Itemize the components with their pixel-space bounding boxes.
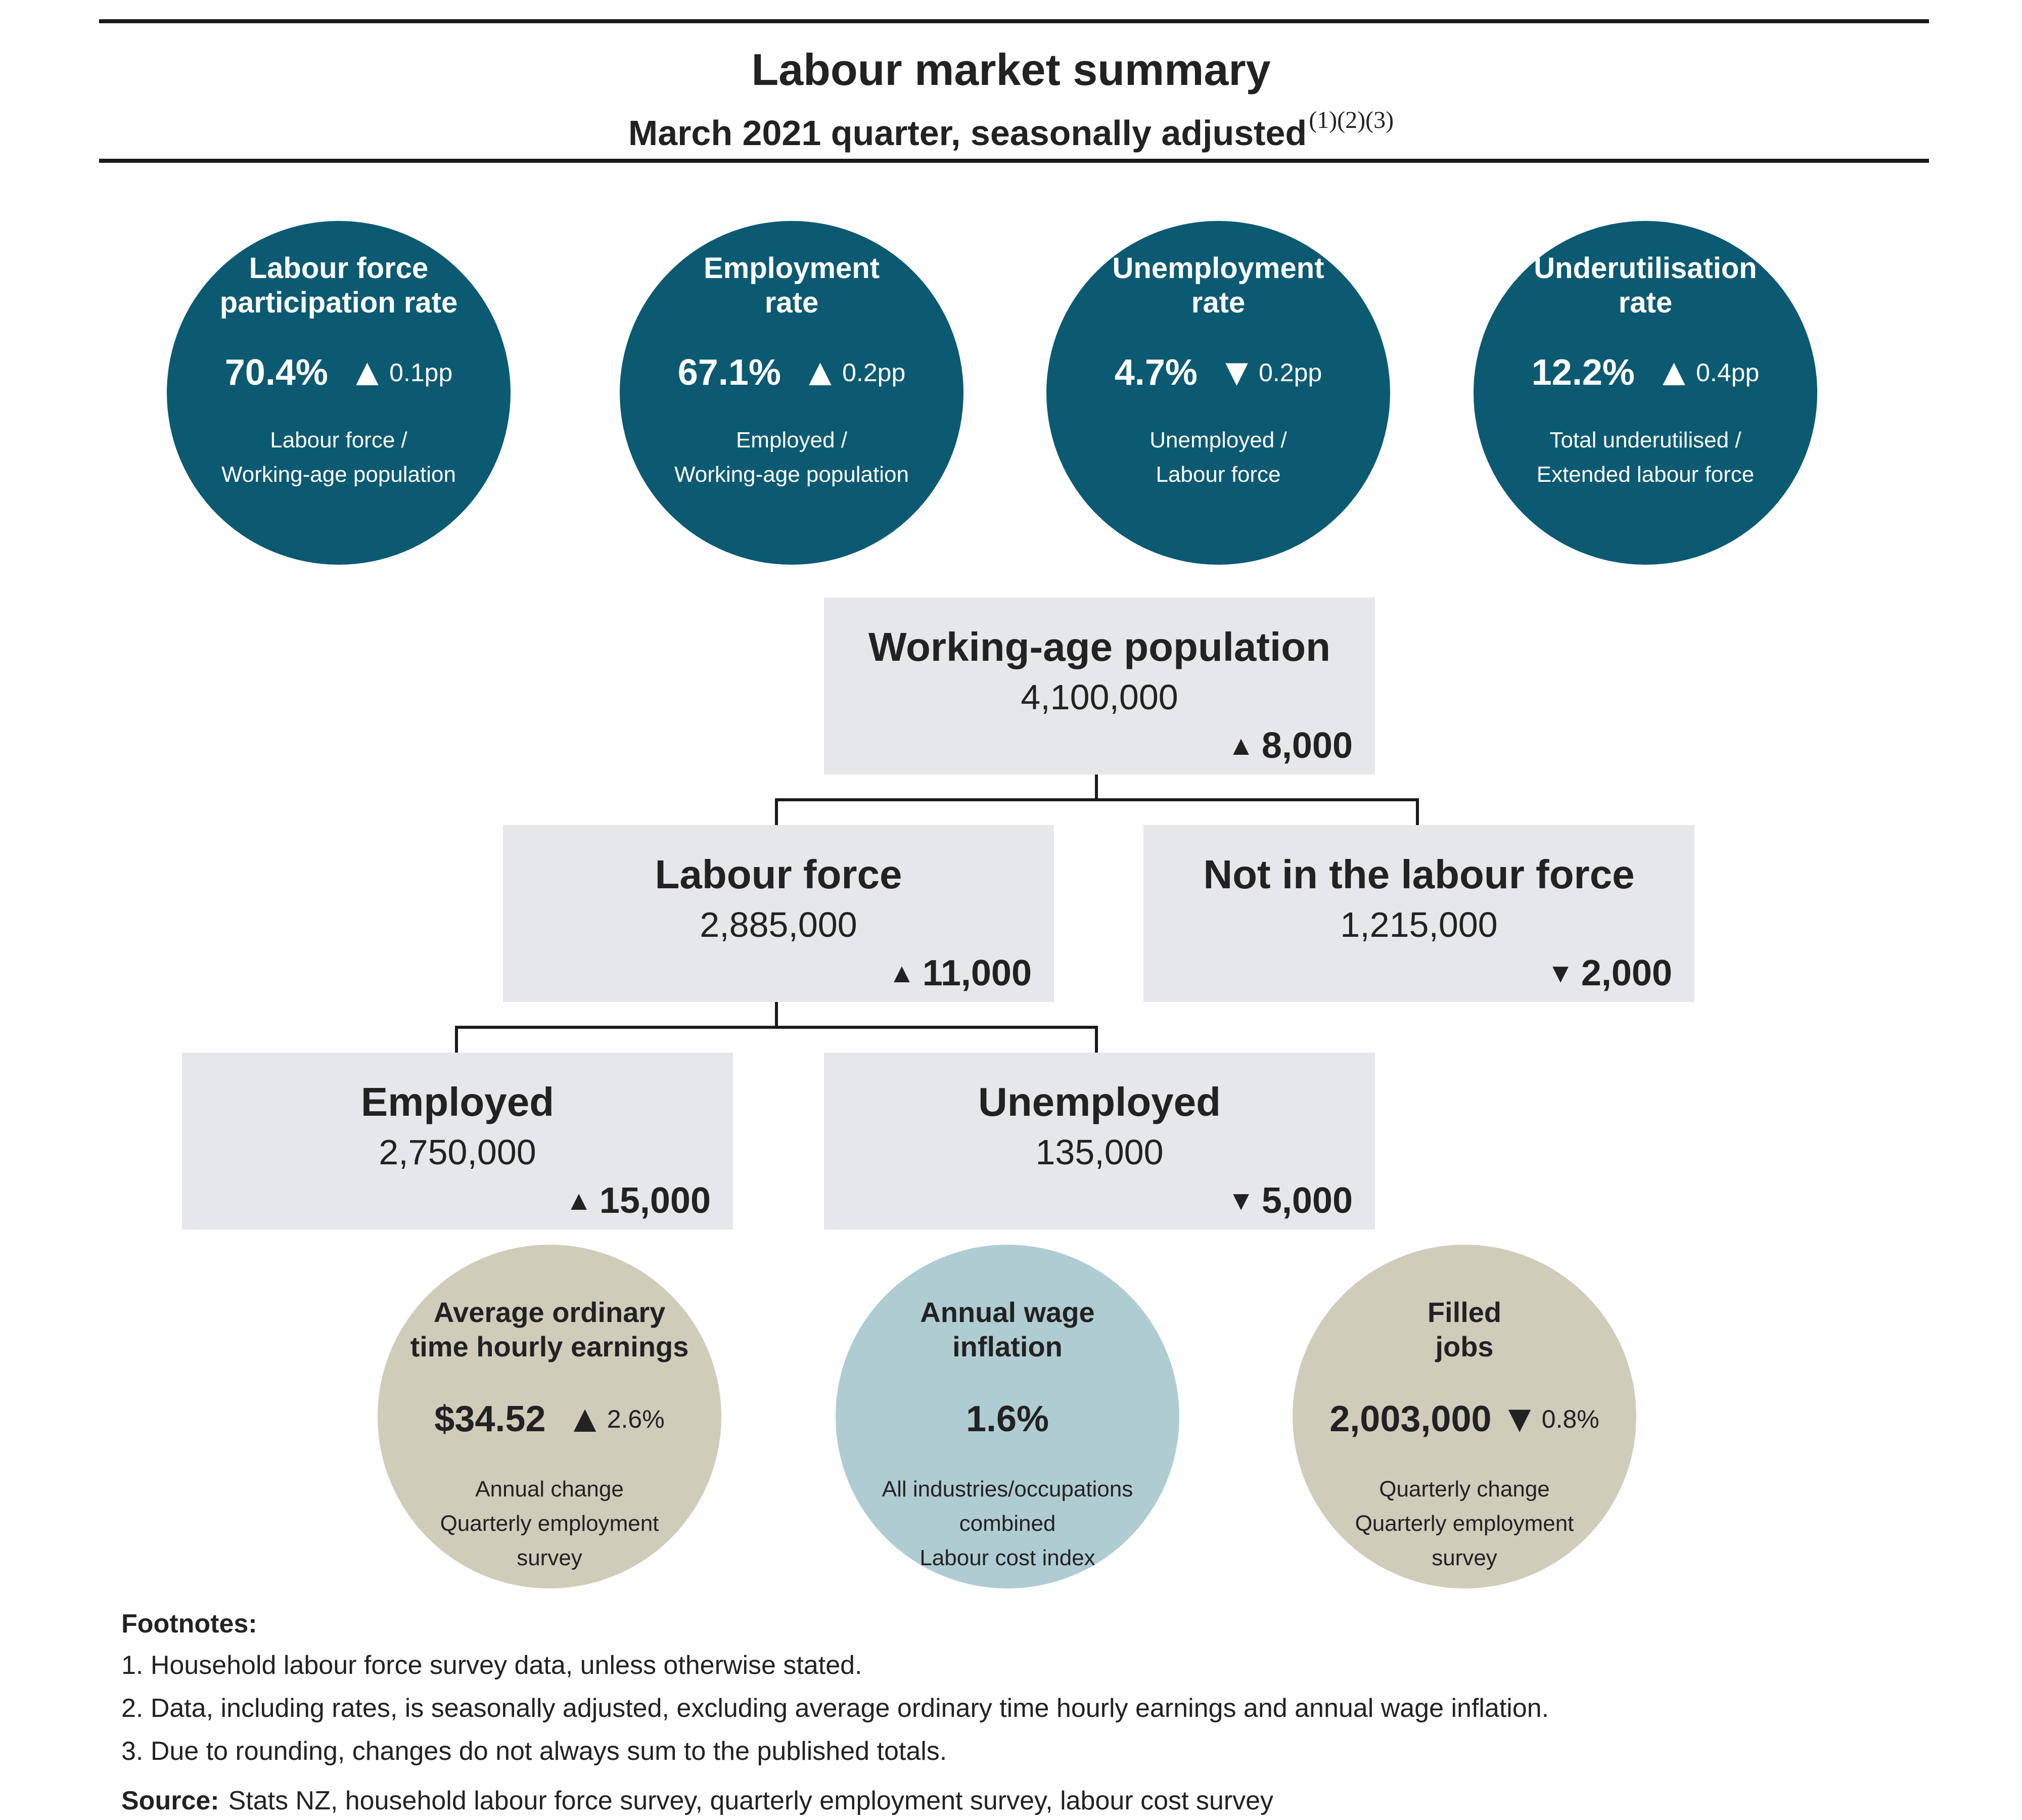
rate-value-row — [1046, 345, 1390, 400]
box-change — [565, 1178, 711, 1223]
desc-line: Working-age population — [674, 462, 909, 487]
rate-value-row — [620, 345, 963, 400]
earnings-value-row — [1293, 1391, 1636, 1447]
rate-change: 0.4pp — [1696, 358, 1760, 387]
footnotes-heading: Footnotes: — [121, 1609, 257, 1639]
triangle-up-icon: ▲ — [1655, 351, 1693, 394]
title-line: inflation — [952, 1331, 1063, 1362]
earnings-title — [846, 1295, 1169, 1364]
earnings-value: 1.6% — [966, 1399, 1049, 1439]
rate-circle-employment — [620, 221, 963, 565]
triangle-up-icon: ▲ — [801, 351, 840, 394]
desc-line: Unemployed / — [1150, 428, 1287, 452]
change-value: 5,000 — [1261, 1180, 1353, 1221]
earnings-value-row — [378, 1391, 721, 1447]
rate-value: 12.2% — [1531, 352, 1635, 393]
change-value: 2,000 — [1581, 953, 1672, 993]
earnings-circle-hourly — [378, 1245, 721, 1588]
top-rule — [99, 19, 1929, 23]
box-value: 2,885,000 — [700, 905, 857, 944]
source-text: Stats NZ, household labour force survey, quarterly employment survey, labour cost survey — [228, 1786, 1274, 1815]
earnings-description — [866, 1472, 1149, 1575]
rate-value: 4.7% — [1114, 352, 1198, 393]
earnings-title — [1303, 1295, 1626, 1364]
source-line — [121, 1785, 1273, 1817]
connector-line — [1095, 1026, 1098, 1053]
footnote-refs: (1)(2)(3) — [1309, 107, 1394, 133]
box-label: Not in the labour force — [1203, 852, 1635, 897]
box-working-age-population — [824, 598, 1375, 775]
rate-change: 0.1pp — [389, 358, 453, 387]
triangle-up-icon: ▲ — [888, 958, 915, 988]
title-line: time hourly earnings — [410, 1331, 689, 1362]
rate-description — [630, 423, 953, 492]
box-change — [1227, 1178, 1353, 1223]
triangle-up-icon: ▲ — [565, 1186, 592, 1216]
triangle-down-icon: ▼ — [1547, 958, 1574, 988]
header-bottom-rule — [99, 159, 1929, 163]
earnings-change: 2.6% — [607, 1405, 665, 1433]
connector-line — [455, 1026, 458, 1053]
box-value: 135,000 — [1035, 1132, 1164, 1172]
triangle-down-icon: ▼ — [1217, 351, 1256, 394]
box-not-in-labour-force — [1143, 825, 1694, 1002]
desc-line: Working-age population — [221, 462, 456, 487]
desc-line: survey — [517, 1545, 582, 1570]
rate-circle-unemployment — [1046, 221, 1390, 565]
rate-title: Employment rate — [703, 252, 880, 319]
connector-line — [775, 798, 1419, 801]
desc-line: Quarterly change — [1379, 1477, 1550, 1502]
earnings-change: 0.8% — [1541, 1405, 1599, 1433]
box-label: Employed — [360, 1079, 555, 1124]
box-employed — [182, 1053, 733, 1230]
change-value: 11,000 — [922, 953, 1032, 993]
box-change — [1547, 950, 1672, 996]
connector-line — [455, 1026, 1098, 1029]
earnings-circle-filled-jobs — [1293, 1245, 1636, 1588]
rate-title: Labour force participation rate — [219, 252, 458, 319]
rate-change: 0.2pp — [1259, 358, 1322, 387]
box-label: Labour force — [655, 852, 902, 897]
desc-line: Annual change — [475, 1477, 624, 1502]
subtitle-text: March 2021 quarter, seasonally adjusted — [628, 113, 1307, 153]
box-value: 1,215,000 — [1340, 905, 1498, 944]
box-value: 4,100,000 — [1021, 677, 1178, 717]
title-line: Average ordinary — [433, 1296, 666, 1328]
desc-line: Labour cost index — [920, 1545, 1095, 1570]
desc-line: Labour force / — [270, 428, 407, 452]
title-line: jobs — [1435, 1331, 1494, 1362]
rate-circle-underutilisation — [1474, 221, 1817, 565]
box-unemployed — [824, 1053, 1375, 1230]
triangle-up-icon: ▲ — [566, 1397, 604, 1440]
footnote-item: 3. Due to rounding, changes do not always sum to the published totals. — [121, 1737, 947, 1766]
earnings-value: $34.52 — [434, 1399, 546, 1439]
box-label: Working-age population — [868, 624, 1331, 669]
footnote-item: 2. Data, including rates, is seasonally adjusted, excluding average ordinary time hourly earnings and annual wage inflation. — [121, 1694, 1549, 1723]
rate-value-row — [1474, 345, 1817, 400]
connector-line — [775, 798, 778, 825]
triangle-up-icon: ▲ — [1227, 731, 1255, 761]
earnings-title — [388, 1295, 711, 1364]
change-value: 8,000 — [1261, 725, 1353, 766]
desc-line: Employed / — [736, 428, 848, 452]
rate-circle-participation — [167, 221, 511, 565]
connector-line — [1095, 775, 1098, 800]
triangle-up-icon: ▲ — [348, 351, 387, 394]
title-line: Filled — [1427, 1296, 1502, 1328]
rate-description — [1484, 423, 1807, 492]
box-labour-force — [503, 825, 1054, 1002]
desc-line: All industries/occupations — [882, 1477, 1133, 1502]
desc-line: Quarterly employment — [1355, 1511, 1574, 1536]
triangle-down-icon: ▼ — [1227, 1186, 1255, 1216]
page-subtitle — [0, 98, 2022, 156]
title-line: Annual wage — [920, 1296, 1095, 1328]
desc-line: combined — [959, 1511, 1056, 1536]
rate-description — [1056, 423, 1380, 492]
desc-line: Extended labour force — [1536, 462, 1755, 487]
desc-line: Quarterly employment — [440, 1511, 659, 1536]
source-label: Source: — [121, 1786, 219, 1815]
rate-description — [177, 423, 500, 492]
earnings-description — [418, 1472, 681, 1575]
earnings-description — [1333, 1472, 1596, 1575]
rate-value: 67.1% — [677, 352, 781, 393]
rate-title: Underutilisation rate — [1534, 252, 1757, 319]
desc-line: Total underutilised / — [1549, 428, 1741, 452]
earnings-value: 2,003,000 — [1329, 1399, 1492, 1439]
connector-line — [775, 1002, 778, 1027]
rate-value-row — [167, 345, 511, 400]
connector-line — [1416, 798, 1419, 825]
earnings-circle-wage-inflation — [836, 1245, 1179, 1588]
earnings-value-row — [836, 1391, 1179, 1447]
desc-line: survey — [1432, 1545, 1497, 1570]
box-value: 2,750,000 — [379, 1132, 536, 1172]
box-change — [888, 950, 1032, 996]
change-value: 15,000 — [599, 1180, 711, 1221]
page-title: Labour market summary — [751, 44, 1271, 95]
rate-change: 0.2pp — [842, 358, 906, 387]
triangle-down-icon: ▼ — [1500, 1397, 1539, 1440]
box-label: Unemployed — [978, 1079, 1221, 1124]
box-change — [1227, 723, 1353, 768]
desc-line: Labour force — [1156, 462, 1281, 487]
rate-value: 70.4% — [224, 352, 328, 393]
rate-title: Unemployment rate — [1112, 252, 1324, 319]
footnote-item: 1. Household labour force survey data, unless otherwise stated. — [121, 1651, 862, 1680]
